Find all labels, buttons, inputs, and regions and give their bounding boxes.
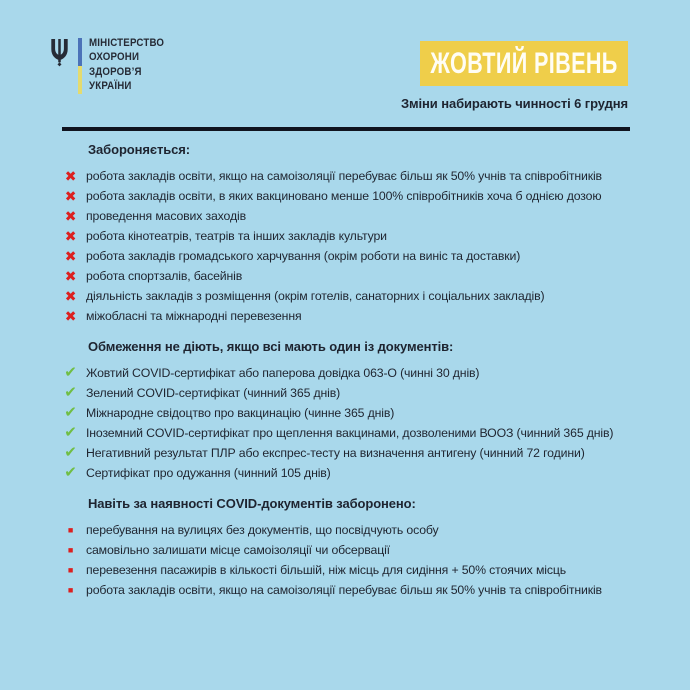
ministry-line: ОХОРОНИ bbox=[88, 51, 139, 64]
list-item-text: проведення масових заходів bbox=[86, 209, 246, 223]
list-item bbox=[62, 424, 632, 442]
flag-divider bbox=[78, 38, 82, 94]
section-heading: Забороняється: bbox=[88, 142, 190, 157]
list-item-text: робота спортзалів, басейнів bbox=[86, 269, 243, 283]
square-bullet-icon: ■ bbox=[67, 585, 74, 595]
section-list bbox=[62, 364, 632, 482]
list-item-text: перебування на вулицях без документів, що посвідчують особу bbox=[86, 523, 439, 537]
ministry-line: ЗДОРОВ’Я bbox=[88, 65, 142, 78]
list-item bbox=[62, 167, 632, 185]
prohibited-x-icon: ✖ bbox=[64, 248, 77, 264]
list-item bbox=[62, 384, 632, 402]
prohibited-x-icon: ✖ bbox=[64, 288, 77, 304]
list-item-text: перевезення пасажирів в кількості більшій, ніж місць для сидіння + 50% стоячих місць bbox=[86, 563, 566, 577]
flag-blue-half bbox=[78, 38, 82, 66]
prohibited-x-icon: ✖ bbox=[64, 168, 77, 184]
ministry-name bbox=[89, 36, 164, 94]
ministry-line: МІНІСТЕРСТВО bbox=[88, 37, 164, 49]
moh-logo bbox=[48, 36, 172, 94]
check-icon: ✔ bbox=[64, 424, 77, 441]
section-prohibited bbox=[62, 142, 632, 325]
list-item bbox=[62, 187, 632, 205]
list-item bbox=[62, 267, 632, 285]
list-item bbox=[62, 464, 632, 482]
check-icon: ✔ bbox=[64, 384, 77, 401]
effective-date-note: Зміни набирають чинності 6 грудня bbox=[400, 96, 628, 111]
list-item bbox=[62, 561, 632, 579]
section-list bbox=[62, 167, 632, 325]
list-item-text: робота закладів освіти, якщо на самоізоляції перебуває більш як 50% учнів та співробітників bbox=[86, 583, 602, 597]
prohibited-x-icon: ✖ bbox=[64, 228, 77, 244]
list-item bbox=[62, 404, 632, 422]
list-item-text: самовільно залишати місце самоізоляції чи обсервації bbox=[86, 543, 390, 557]
list-item-text: Сертифікат про одужання (чинний 105 днів) bbox=[86, 466, 331, 480]
list-item bbox=[62, 227, 632, 245]
divider-line bbox=[62, 127, 630, 131]
list-item-text: Іноземний COVID-сертифікат про щеплення вакцинами, дозволеними ВООЗ (чинний 365 днів) bbox=[86, 426, 614, 440]
trident-icon bbox=[48, 39, 71, 68]
section-always-prohibited bbox=[62, 496, 632, 599]
section-exemptions bbox=[62, 339, 632, 482]
ministry-line: УКРАЇНИ bbox=[88, 80, 132, 93]
list-item bbox=[62, 247, 632, 265]
list-item-text: міжобласні та міжнародні перевезення bbox=[86, 309, 302, 323]
list-item bbox=[62, 521, 632, 539]
check-icon: ✔ bbox=[64, 404, 77, 421]
list-item bbox=[62, 581, 632, 599]
list-item-text: Міжнародне свідоцтво про вакцинацію (чинне 365 днів) bbox=[86, 406, 395, 420]
section-heading: Обмеження не діють, якщо всі мають один із документів: bbox=[88, 339, 454, 354]
check-icon: ✔ bbox=[64, 464, 77, 481]
prohibited-x-icon: ✖ bbox=[64, 208, 77, 224]
list-item-text: Негативний результат ПЛР або експрес-тесту на визначення антигену (чинний 72 години) bbox=[86, 446, 585, 460]
list-item-text: робота закладів освіти, якщо на самоізоляції перебуває більш як 50% учнів та співробітників bbox=[86, 169, 602, 183]
square-bullet-icon: ■ bbox=[67, 525, 74, 535]
square-bullet-icon: ■ bbox=[67, 565, 74, 575]
alert-level-label: ЖОВТИЙ РІВЕНЬ bbox=[430, 46, 618, 80]
list-item-text: діяльність закладів з розміщення (окрім готелів, санаторних і соціальних закладів) bbox=[86, 289, 545, 303]
list-item-text: робота закладів освіти, в яких вакциновано менше 100% співробітників хоча б однією дозою bbox=[86, 189, 602, 203]
prohibited-x-icon: ✖ bbox=[64, 268, 77, 284]
list-item-text: Жовтий COVID-сертифікат або паперова довідка 063-О (чинні 30 днів) bbox=[86, 366, 480, 380]
square-bullet-icon: ■ bbox=[67, 545, 74, 555]
list-item bbox=[62, 364, 632, 382]
alert-level-banner bbox=[420, 41, 628, 86]
list-item bbox=[62, 287, 632, 305]
section-list bbox=[62, 521, 632, 599]
list-item-text: робота закладів громадського харчування (окрім роботи на виніс та доставки) bbox=[86, 249, 521, 263]
flag-yellow-half bbox=[78, 66, 82, 94]
section-heading: Навіть за наявності COVID-документів заборонено: bbox=[88, 496, 416, 511]
list-item-text: робота кінотеатрів, театрів та інших закладів культури bbox=[86, 229, 387, 243]
list-item bbox=[62, 207, 632, 225]
check-icon: ✔ bbox=[64, 444, 77, 461]
list-item bbox=[62, 307, 632, 325]
content bbox=[62, 142, 632, 601]
prohibited-x-icon: ✖ bbox=[64, 188, 77, 204]
list-item bbox=[62, 444, 632, 462]
prohibited-x-icon: ✖ bbox=[64, 308, 77, 324]
list-item bbox=[62, 541, 632, 559]
list-item-text: Зелений COVID-сертифікат (чинний 365 днів) bbox=[86, 386, 341, 400]
check-icon: ✔ bbox=[64, 364, 77, 381]
